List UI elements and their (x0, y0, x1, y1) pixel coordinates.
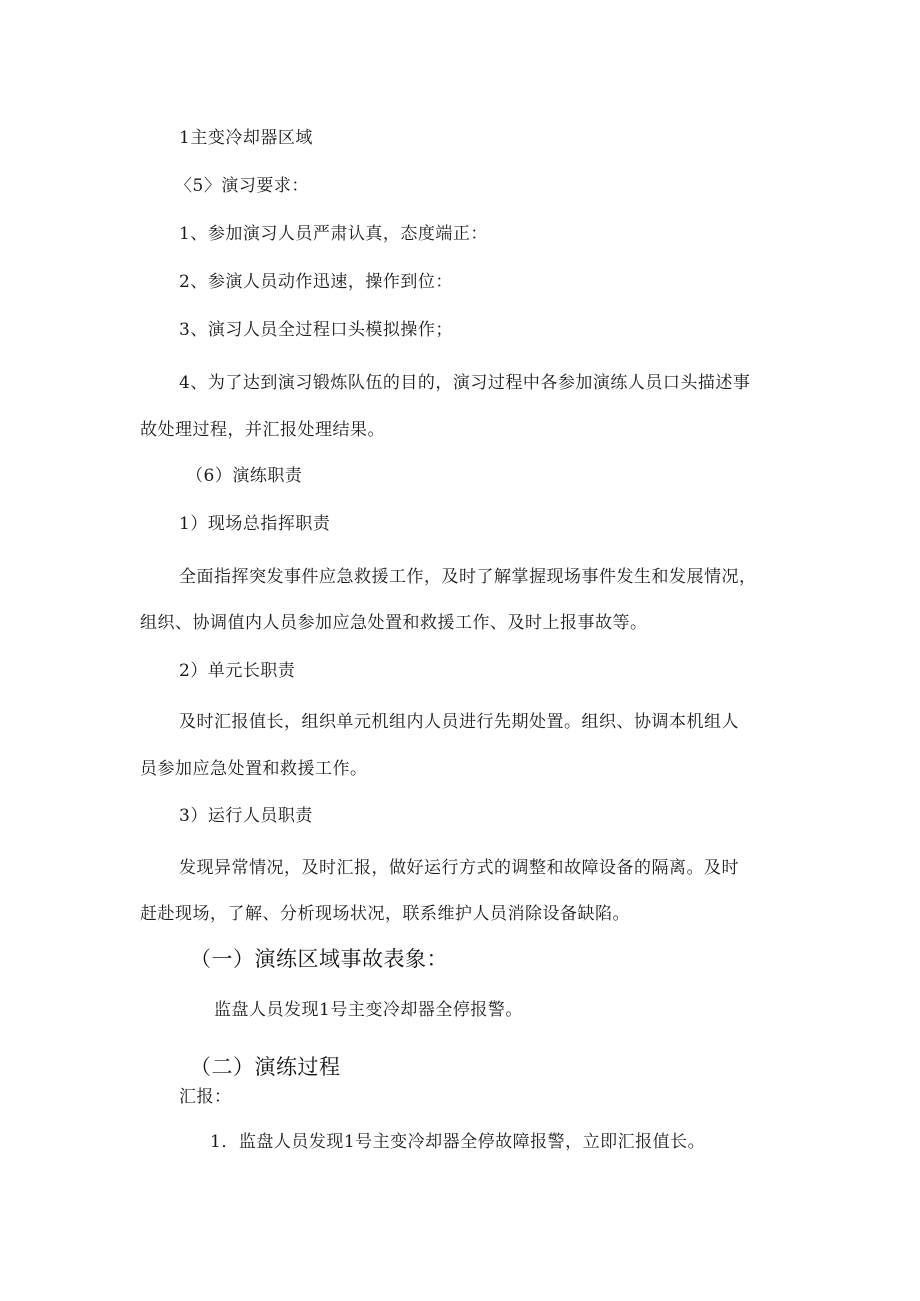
commander-duty-line-2: 组织、协调值内人员参加应急处置和救援工作、及时上报事故等。 (140, 613, 648, 633)
requirement-item-2: 2、参演人员动作迅速，操作到位： (179, 272, 453, 292)
section-one-text: 监盘人员发现1号主变冷却器全停报警。 (214, 1000, 523, 1020)
report-step-1: 1．监盘人员发现1号主变冷却器全停故障报警，立即汇报值长。 (210, 1132, 706, 1152)
operator-duty-heading: 3）运行人员职责 (179, 806, 313, 826)
commander-duty-line-1: 全面指挥突发事件应急救援工作，及时了解掌握现场事件发生和发展情况， (179, 567, 757, 587)
requirement-item-4-line-1: 4、为了达到演习锻炼队伍的目的，演习过程中各参加演练人员口头描述事 (179, 373, 751, 393)
operator-duty-line-1: 发现异常情况，及时汇报，做好运行方式的调整和故障设备的隔离。及时 (179, 858, 739, 878)
section-two-heading: （二）演练过程 (190, 1055, 341, 1079)
unit-leader-duty-heading: 2）单元长职责 (179, 661, 296, 681)
report-label: 汇报： (179, 1087, 232, 1107)
commander-duty-heading: 1）现场总指挥职责 (179, 514, 331, 534)
unit-leader-duty-line-1: 及时汇报值长，组织单元机组内人员进行先期处置。组织、协调本机组人 (179, 712, 739, 732)
drill-duties-heading: （6）演练职责 (186, 466, 303, 486)
requirement-item-1: 1、参加演习人员严肃认真，态度端正： (179, 224, 488, 244)
operator-duty-line-2: 赶赴现场，了解、分析现场状况，联系维护人员消除设备缺陷。 (140, 904, 630, 924)
drill-requirements-heading: 〈5〉演习要求： (175, 176, 309, 196)
unit-leader-duty-line-2: 员参加应急处置和救援工作。 (140, 759, 368, 779)
requirement-item-4-line-2: 故处理过程，并汇报处理结果。 (140, 420, 385, 440)
section-one-heading: （一）演练区域事故表象： (190, 947, 448, 971)
area-line: 1主变冷却器区域 (179, 128, 313, 148)
requirement-item-3: 3、演习人员全过程口头模拟操作； (179, 320, 453, 340)
